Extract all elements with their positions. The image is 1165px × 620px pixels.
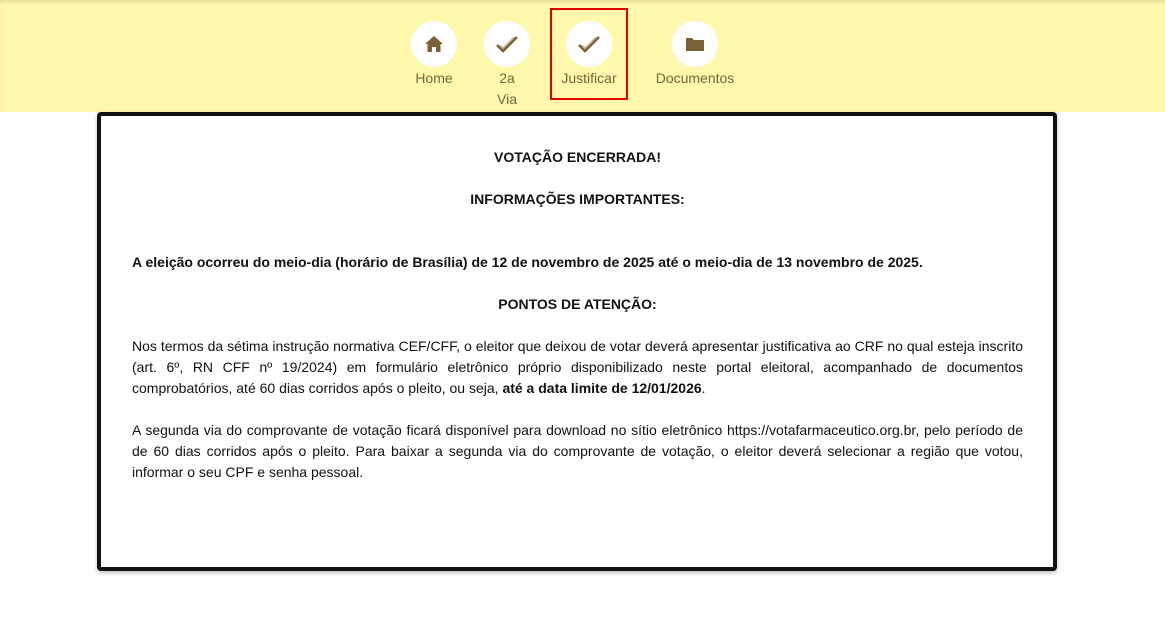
nav-item-2a-via[interactable] [484,21,530,110]
home-icon-circle [411,21,457,67]
justification-paragraph [132,336,1023,399]
nav-label-2a: 2a [499,70,515,86]
nav-label-documentos: Documentos [655,70,735,86]
voting-closed-title: VOTAÇÃO ENCERRADA! [494,149,661,165]
election-period-text: A eleição ocorreu do meio-dia (horário de Brasília) de 12 de novembro de 2025 até o meio-dia de 13 novembro de 2025. [132,254,923,270]
top-navigation-bar [0,0,1165,112]
nav-item-home[interactable] [411,21,457,89]
deadline-text: até a data limite de 12/01/2026 [502,380,702,396]
important-info-heading: INFORMAÇÕES IMPORTANTES: [470,191,685,207]
check-icon [495,34,519,54]
folder-icon [685,36,705,52]
nav-item-documentos[interactable] [655,21,735,89]
home-icon [424,35,444,53]
justification-text: Nos termos da sétima instrução normativa CEF/CFF, o eleitor que deixou de votar deverá apresentar justificativa ao CRF no qual esteja inscrito (art. 6º, RN CFF nº 19/2024) em formulário eletrônico próprio disponibilizado neste portal eleitoral, acompanhado de documentos comprobatórios, até 60 dias corridos após o pleito, ou seja, [132,338,1023,396]
info-card [97,112,1057,571]
second-copy-paragraph: A segunda via do comprovante de votação ficará disponível para download no sítio eletrônico https://votafarmaceutico.org.br, pelo período de de 60 dias corridos após o pleito. Para baixar a segunda via do comprovante de votação, o eleitor deverá selecionar a região que votou, informar o seu CPF e senha pessoal. [132,422,1023,480]
nav-label-home: Home [415,70,453,86]
attention-points-heading: PONTOS DE ATENÇÃO: [498,296,657,312]
nav-label-justificar: Justificar [561,70,617,86]
selected-highlight-box [550,8,628,100]
nav-label-via: Via [497,91,517,107]
check-icon-circle [484,21,530,67]
justification-end: . [701,380,706,396]
folder-icon-circle [672,21,718,67]
